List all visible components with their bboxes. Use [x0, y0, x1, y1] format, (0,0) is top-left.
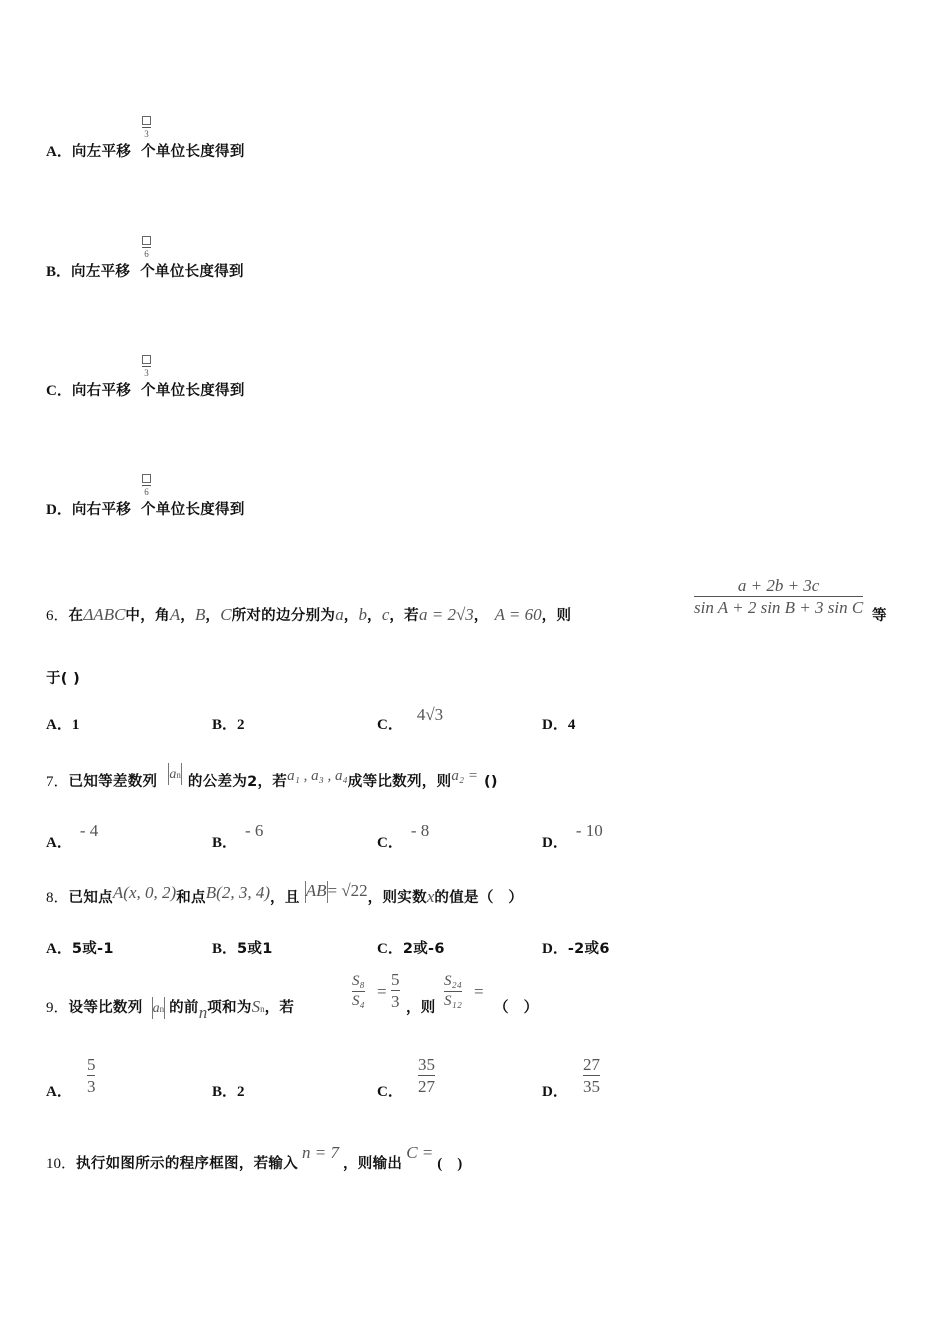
q6-option-b[interactable]: B．2: [212, 717, 245, 733]
sequence-braces: an: [152, 997, 166, 1016]
pi-over-3-fraction: 3: [142, 355, 151, 378]
q9-option-d[interactable]: D． $\frac{27}{35}$: [542, 1055, 600, 1100]
q9-option-a[interactable]: A． $\frac{5}{3}$: [46, 1055, 96, 1100]
sequence-braces: an: [168, 763, 182, 782]
question-10: 10．执行如图所示的程序框图，若输入n = 7，则输出C =( ): [46, 1143, 463, 1172]
q6-expression-fraction: $\frac{a + 2b + 3c}{\text{sin A + 2 sin B + 3 sin C}}$: [694, 576, 864, 617]
question-7: 7．已知等差数列 an 的公差为2，若a₁ , a₃ , a₄成等比数列，则a₂ = (): [46, 770, 498, 793]
q9-option-b[interactable]: B．2: [212, 1084, 245, 1100]
q8-option-d[interactable]: D．-2或6: [542, 941, 610, 957]
q7-option-d[interactable]: D．- 10: [542, 821, 603, 851]
s24-over-s12: $\frac{\text{S₂₄}}{\text{S₁₂}}$: [444, 973, 462, 1009]
pi-over-3-fraction: 3: [142, 116, 151, 139]
pi-placeholder-icon: [142, 355, 151, 364]
q6-option-a[interactable]: A．1: [46, 717, 80, 733]
pi-placeholder-icon: [142, 474, 151, 483]
option-label: A．: [46, 144, 72, 160]
pi-over-6-fraction: 6: [142, 236, 151, 259]
question-6: 6．在ΔABC中，角A，B，C所对的边分别为a，b，c，若a = 2√3， A = 60，则 $\frac{a + 2b + 3c}{\text{sin A + 2 sin B + 3 sin C}}$ 等: [46, 576, 887, 624]
question-9: 9．设等比数列 an 的前n项和为Sn，若 $\frac{\text{S₈}}{\text{S₄}}$ = $\frac{5}{3}$ ，则 $\frac{\text{S₂₄}}{\text{S₁₂}}$ = （ ）: [46, 970, 539, 1022]
q8-option-a[interactable]: A．5或-1: [46, 941, 114, 957]
distance-abs: AB= √22: [305, 881, 368, 900]
pi-over-6-fraction: 6: [142, 474, 151, 497]
question-8: 8．已知点A(x, 0, 2)和点B(2, 3, 4)，且 AB= √22，则实数x的值是（ ）: [46, 881, 524, 906]
q6-option-d[interactable]: D．4: [542, 717, 576, 733]
pi-placeholder-icon: [142, 116, 151, 125]
s8-over-s4: $\frac{\text{S₈}}{\text{S₄}}$: [352, 973, 365, 1009]
q6-continuation: 于( ): [46, 671, 81, 687]
q7-option-a[interactable]: A．- 4: [46, 821, 99, 851]
pi-placeholder-icon: [142, 236, 151, 245]
q8-option-b[interactable]: B．5或1: [212, 941, 273, 957]
five-thirds: $\frac{5}{3}$: [391, 970, 400, 1011]
q9-option-c[interactable]: C． $\frac{35}{27}$: [377, 1055, 435, 1100]
q9-options: [46, 1054, 926, 1104]
q8-option-c[interactable]: C．2或-6: [377, 941, 445, 957]
q7-option-b[interactable]: B．- 6: [212, 821, 264, 851]
q7-option-c[interactable]: C．- 8: [377, 821, 430, 851]
q6-option-c[interactable]: C．4√3: [377, 705, 444, 733]
